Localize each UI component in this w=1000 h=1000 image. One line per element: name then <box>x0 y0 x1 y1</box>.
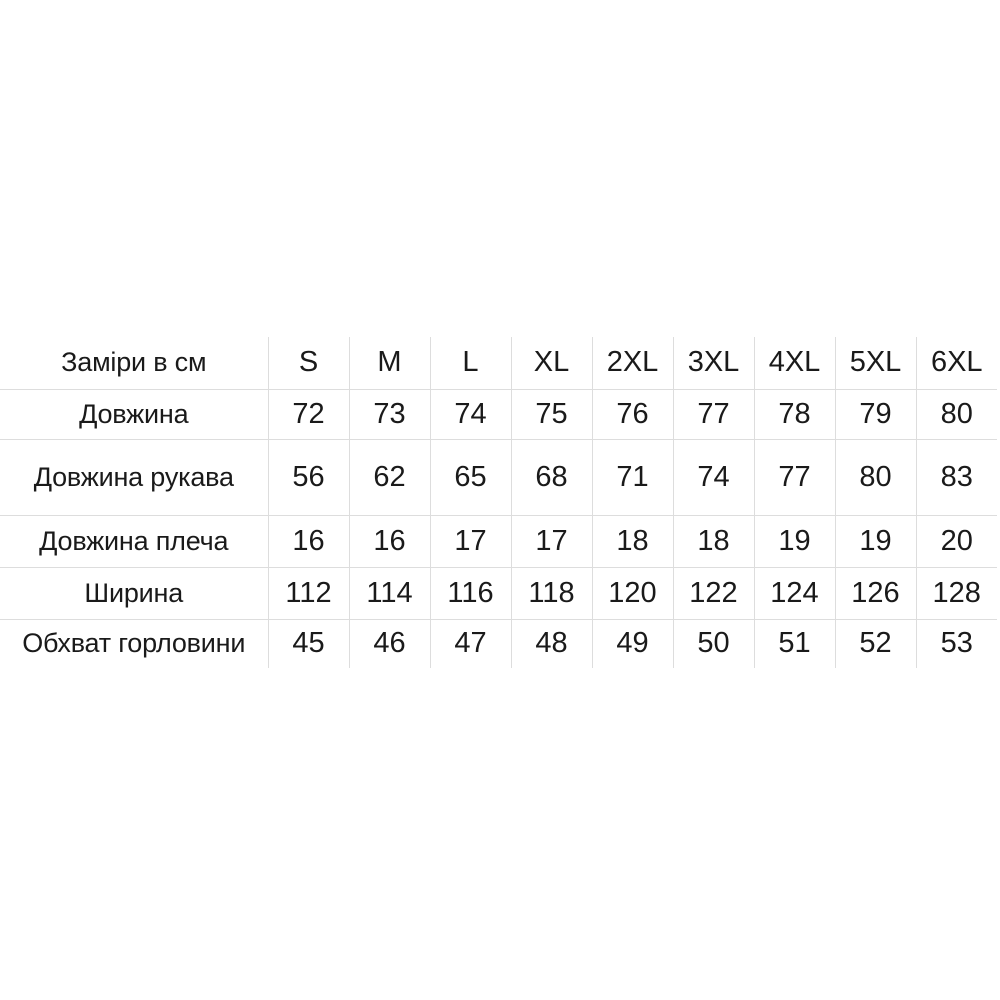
size-chart-table <box>0 337 997 668</box>
row-label: Ширина <box>0 567 268 619</box>
row-label: Довжина рукава <box>0 439 268 515</box>
header-row <box>0 337 997 389</box>
table-row <box>0 515 997 567</box>
table-row <box>0 389 997 439</box>
table-cell: 80 <box>835 439 916 515</box>
table-cell: 17 <box>511 515 592 567</box>
table-cell: 49 <box>592 619 673 668</box>
table-cell: 50 <box>673 619 754 668</box>
table-row <box>0 619 997 668</box>
table-cell: 118 <box>511 567 592 619</box>
table-cell: 16 <box>268 515 349 567</box>
table-cell: 47 <box>430 619 511 668</box>
table-cell: 48 <box>511 619 592 668</box>
size-header-s: S <box>268 337 349 389</box>
table-cell: 80 <box>916 389 997 439</box>
table-cell: 65 <box>430 439 511 515</box>
table-cell: 56 <box>268 439 349 515</box>
table-cell: 114 <box>349 567 430 619</box>
table-cell: 75 <box>511 389 592 439</box>
table-row <box>0 439 997 515</box>
table-cell: 45 <box>268 619 349 668</box>
table-cell: 72 <box>268 389 349 439</box>
size-header-m: M <box>349 337 430 389</box>
table-cell: 52 <box>835 619 916 668</box>
row-label: Обхват горловини <box>22 628 246 659</box>
table-cell: 18 <box>673 515 754 567</box>
table-cell: 16 <box>349 515 430 567</box>
table-cell: 77 <box>754 439 835 515</box>
table-cell: 128 <box>916 567 997 619</box>
table-cell: 74 <box>430 389 511 439</box>
row-label: Довжина <box>0 389 268 439</box>
table-cell: 77 <box>673 389 754 439</box>
table-cell: 78 <box>754 389 835 439</box>
table-cell: 19 <box>754 515 835 567</box>
table-cell: 20 <box>916 515 997 567</box>
table-cell: 62 <box>349 439 430 515</box>
row-label: Довжина плеча <box>0 515 268 567</box>
table-cell: 51 <box>754 619 835 668</box>
size-header-l: L <box>430 337 511 389</box>
size-header-2xl: 2XL <box>592 337 673 389</box>
header-label: Заміри в см <box>0 337 268 389</box>
table-cell: 120 <box>592 567 673 619</box>
size-header-6xl: 6XL <box>916 337 997 389</box>
table-cell: 116 <box>430 567 511 619</box>
table-cell: 18 <box>592 515 673 567</box>
table-cell: 76 <box>592 389 673 439</box>
table-cell: 19 <box>835 515 916 567</box>
table-cell: 112 <box>268 567 349 619</box>
table-cell: 74 <box>673 439 754 515</box>
table-cell: 53 <box>916 619 997 668</box>
table-cell: 46 <box>349 619 430 668</box>
table-cell: 68 <box>511 439 592 515</box>
table-cell: 126 <box>835 567 916 619</box>
table-cell: 71 <box>592 439 673 515</box>
size-header-4xl: 4XL <box>754 337 835 389</box>
size-header-5xl: 5XL <box>835 337 916 389</box>
table-cell: 79 <box>835 389 916 439</box>
size-header-3xl: 3XL <box>673 337 754 389</box>
table-row <box>0 567 997 619</box>
table-cell: 124 <box>754 567 835 619</box>
table-cell: 73 <box>349 389 430 439</box>
table-cell: 83 <box>916 439 997 515</box>
size-header-xl: XL <box>511 337 592 389</box>
table-cell: 17 <box>430 515 511 567</box>
table-cell: 122 <box>673 567 754 619</box>
